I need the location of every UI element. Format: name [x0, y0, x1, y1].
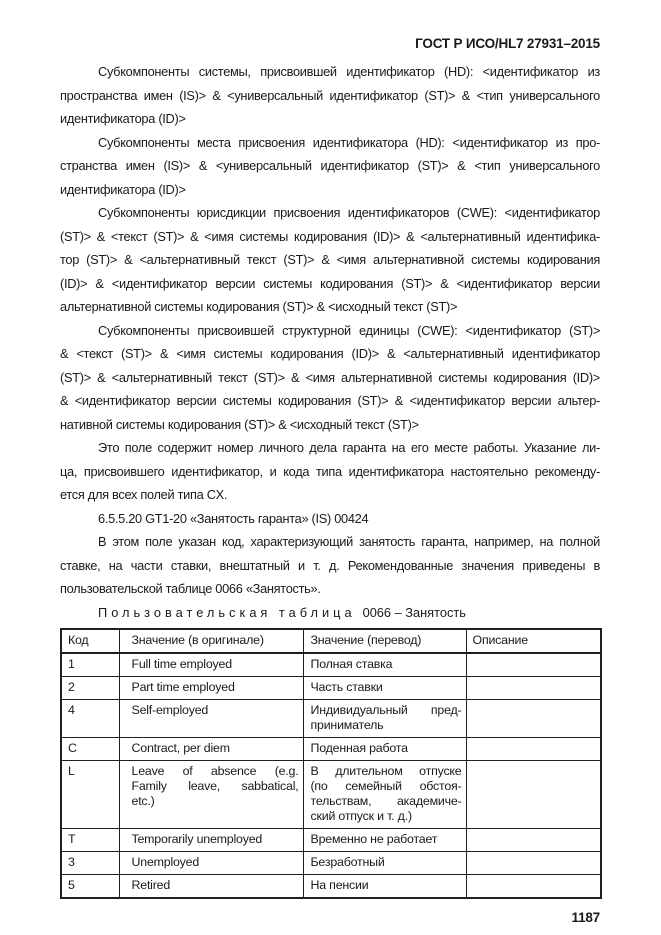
text-line: идентификатора (ID)>	[60, 181, 186, 197]
text-line: (ID)> & <идентификатор версии системы кодирования (ST)> & <идентификатор версии	[60, 275, 600, 291]
text-line: & <текст (ST)> & <имя системы кодирования (ID)> & <альтернативный идентификатор	[60, 346, 600, 361]
column-header-translation: Значение (перевод)	[303, 629, 466, 653]
text-line: ется для всех полей типа CX.	[60, 487, 228, 502]
code-cell: 4	[61, 699, 119, 737]
text-line: В этом поле указан код, характеризующий занятость гаранта, например, на полной	[98, 534, 600, 549]
description-cell	[466, 737, 601, 760]
original-cell: Retired	[119, 874, 303, 898]
table-row	[61, 760, 601, 828]
table-caption-label: Пользовательская таблица	[98, 604, 356, 620]
text-line: Субкомпоненты присвоившей структурной единицы (CWE): <идентификатор (ST)>	[98, 322, 600, 338]
column-header-code: Код	[61, 629, 119, 653]
section-heading: 6.5.5.20 GT1-20 «Занятость гаранта» (IS) 00424	[98, 510, 369, 526]
text-line: пространства имен (IS)> & <универсальный идентификатор (ST)> & <тип универсального	[60, 87, 600, 103]
text-line: идентификатора (ID)>	[60, 111, 186, 126]
translation-cell: Полная ставка	[303, 653, 466, 677]
original-cell: Unemployed	[119, 851, 303, 874]
text-line: Субкомпоненты системы, присвоившей идентификатор (HD): <идентификатор из	[98, 64, 600, 79]
code-cell: C	[61, 737, 119, 760]
original-cell: Temporarily unemployed	[119, 828, 303, 851]
text-line: (ST)> & <текст (ST)> & <имя системы кодирования (ID)> & <альтернативный идентифика-	[60, 228, 600, 244]
original-cell: Self-employed	[119, 699, 303, 737]
cell-line: тельствам, академиче-	[310, 793, 462, 808]
description-cell	[466, 828, 601, 851]
description-cell	[466, 653, 601, 677]
document-header: ГОСТ Р ИСО/HL7 27931–2015	[415, 36, 600, 51]
table-caption-title: 0066 – Занятость	[362, 604, 466, 620]
code-cell: 1	[61, 653, 119, 677]
text-line: странства имен (IS)> & <универсальный идентификатор (ST)> & <тип универсального	[60, 158, 600, 173]
text-line: альтернативной системы кодирования (ST)> & <исходный текст (ST)>	[60, 299, 458, 314]
text-line: (ST)> & <альтернативный текст (ST)> & <имя альтернативной системы кодирования (ID)>	[60, 369, 600, 385]
translation-cell: Временно не работает	[303, 828, 466, 851]
table-row	[61, 874, 601, 898]
body-paragraph	[60, 319, 600, 437]
table-row	[61, 653, 601, 677]
code-cell: L	[61, 760, 119, 828]
cell-line: ский отпуск и т. д.)	[310, 808, 412, 823]
body-paragraph	[60, 201, 600, 319]
translation-cell: Часть ставки	[303, 676, 466, 699]
code-cell: T	[61, 828, 119, 851]
description-cell	[466, 676, 601, 699]
text-line: ца, присвоившего идентификатор, и кода типа идентификатора настоятельно рекоменду-	[60, 463, 600, 479]
cell-line: приниматель	[310, 717, 384, 732]
cell-line: etc.)	[131, 793, 155, 808]
original-cell: Full time employed	[119, 653, 303, 677]
table-row	[61, 851, 601, 874]
body-paragraph	[60, 131, 600, 202]
table-row	[61, 676, 601, 699]
translation-cell: На пенсии	[303, 874, 466, 898]
text-line: Это поле содержит номер личного дела гаранта на его месте работы. Указание ли-	[98, 440, 600, 455]
cell-line: Leave of absence (e.g.	[131, 763, 299, 778]
body-paragraph	[60, 436, 600, 507]
translation-cell: Безработный	[303, 851, 466, 874]
code-cell: 2	[61, 676, 119, 699]
table-row	[61, 828, 601, 851]
original-cell	[119, 760, 303, 828]
text-line: Субкомпоненты места присвоения идентификатора (HD): <идентификатор из про-	[98, 134, 600, 150]
table-row	[61, 737, 601, 760]
original-cell: Contract, per diem	[119, 737, 303, 760]
cell-line: В длительном отпуске	[310, 763, 462, 778]
translation-cell: Поденная работа	[303, 737, 466, 760]
text-line: ставке, на части ставки, внештатный и т. д. Рекомендованные значения приведены в	[60, 557, 600, 573]
table-caption	[98, 602, 600, 623]
text-line: & <идентификатор версии системы кодирования (ST)> & <идентификатор версии альтер-	[60, 393, 600, 408]
employment-table	[60, 628, 602, 899]
cell-line: Family leave, sabbatical,	[131, 778, 299, 793]
cell-line: (по семейный обстоя-	[310, 778, 462, 793]
translation-cell	[303, 760, 466, 828]
column-header-original: Значение (в оригинале)	[119, 629, 303, 653]
column-header-description: Описание	[466, 629, 601, 653]
page-content	[60, 36, 600, 925]
description-cell	[466, 851, 601, 874]
original-cell: Part time employed	[119, 676, 303, 699]
description-cell	[466, 699, 601, 737]
text-line: нативной системы кодирования (ST)> & <исходный текст (ST)>	[60, 416, 419, 432]
page-number: 1187	[571, 909, 600, 925]
translation-cell	[303, 699, 466, 737]
body-paragraph	[60, 530, 600, 601]
text-line: Субкомпоненты юрисдикции присвоения идентификаторов (CWE): <идентификатор	[98, 205, 600, 220]
code-cell: 3	[61, 851, 119, 874]
description-cell	[466, 760, 601, 828]
table-row	[61, 699, 601, 737]
code-cell: 5	[61, 874, 119, 898]
text-line: тор (ST)> & <альтернативный текст (ST)> & <имя альтернативной системы кодирования	[60, 252, 600, 267]
text-line: пользовательской таблице 0066 «Занятость».	[60, 581, 321, 596]
description-cell	[466, 874, 601, 898]
body-paragraph	[60, 60, 600, 131]
table-header-row	[61, 629, 601, 653]
cell-line: Индивидуальный пред-	[310, 702, 462, 717]
